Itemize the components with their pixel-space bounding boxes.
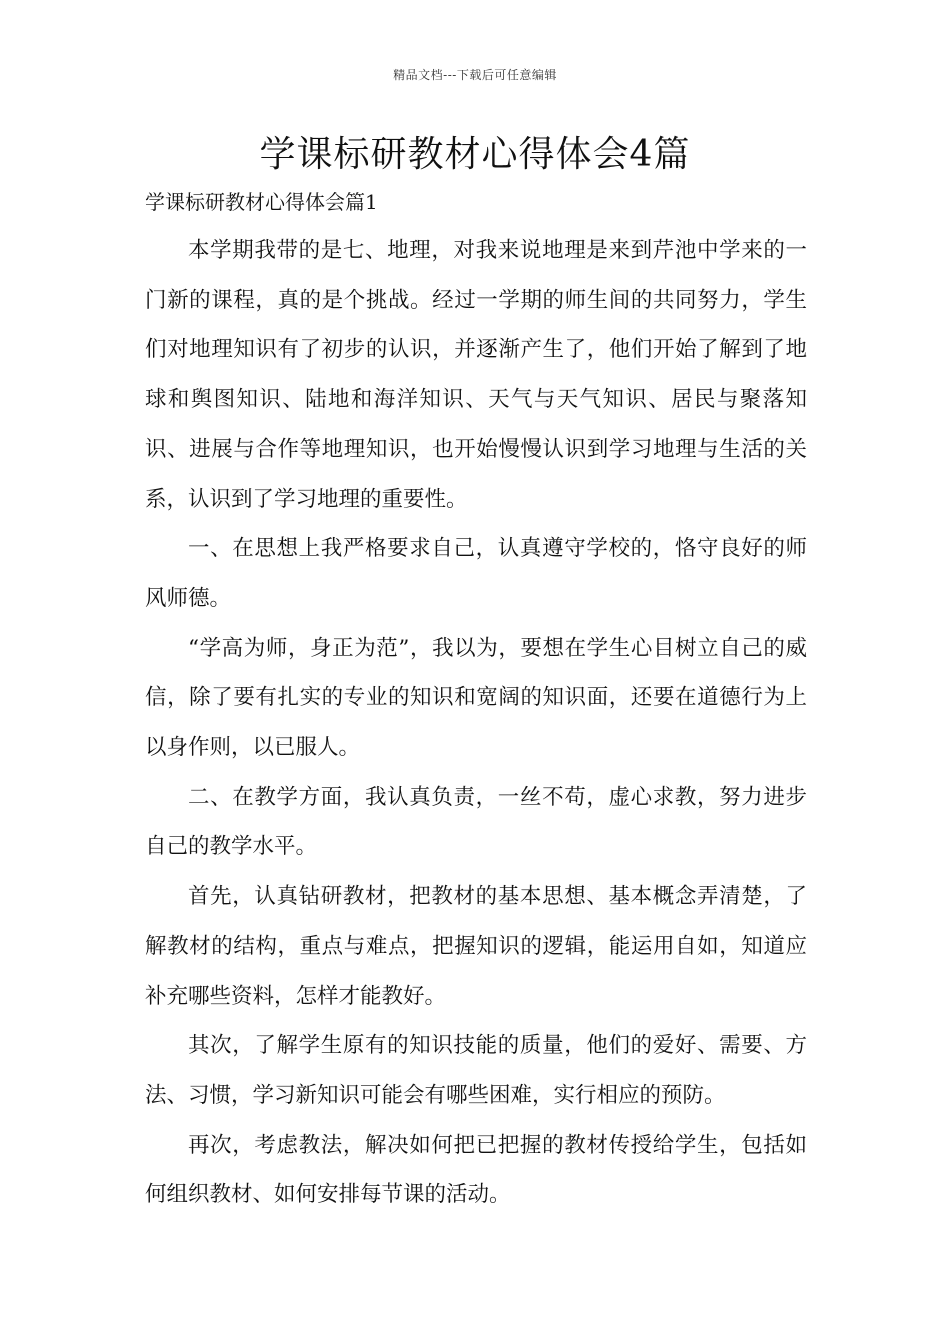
paragraph: “学高为师，身正为范”，我以为，要想在学生心目树立自己的威信，除了要有扎实的专业的知识和宽阔的知识面，还要在道德行为上以身作则，以已服人。 [145,635,807,761]
paragraph: 首先，认真钻研教材，把教材的基本思想、基本概念弄清楚，了解教材的结构，重点与难点，把握知识的逻辑，能运用自如，知道应补充哪些资料，怎样才能教好。 [145,884,807,1009]
header-note: 精品文档---下载后可任意编辑 [393,68,557,82]
document-title: 学课标研教材心得体会4篇 [259,134,691,175]
body-text [145,226,807,1220]
paragraph: 其次，了解学生原有的知识技能的质量，他们的爱好、需要、方法、习惯，学习新知识可能会有哪些困难，实行相应的预防。 [145,1033,807,1108]
paragraph: 一、在思想上我严格要求自己，认真遵守学校的，恪守良好的师风师德。 [145,536,807,611]
paragraph: 再次，考虑教法，解决如何把已把握的教材传授给学生，包括如何组织教材、如何安排每节课的活动。 [145,1132,807,1208]
paragraph: 二、在教学方面，我认真负责，一丝不苟，虚心求教，努力进步自己的教学水平。 [145,784,807,860]
paragraph: 本学期我带的是七、地理，对我来说地理是来到芹池中学来的一门新的课程，真的是个挑战。经过一学期的师生间的共同努力，学生们对地理知识有了初步的认识，并逐渐产生了，他们开始了解到了地球和舆图知识、陆地和海洋知识、天气与天气知识、居民与聚落知识、进展与合作等地理知识，也开始慢慢认识到学习地理与生活的关系，认识到了学习地理的重要性。 [145,238,807,512]
section-heading: 学课标研教材心得体会篇1 [145,190,378,214]
